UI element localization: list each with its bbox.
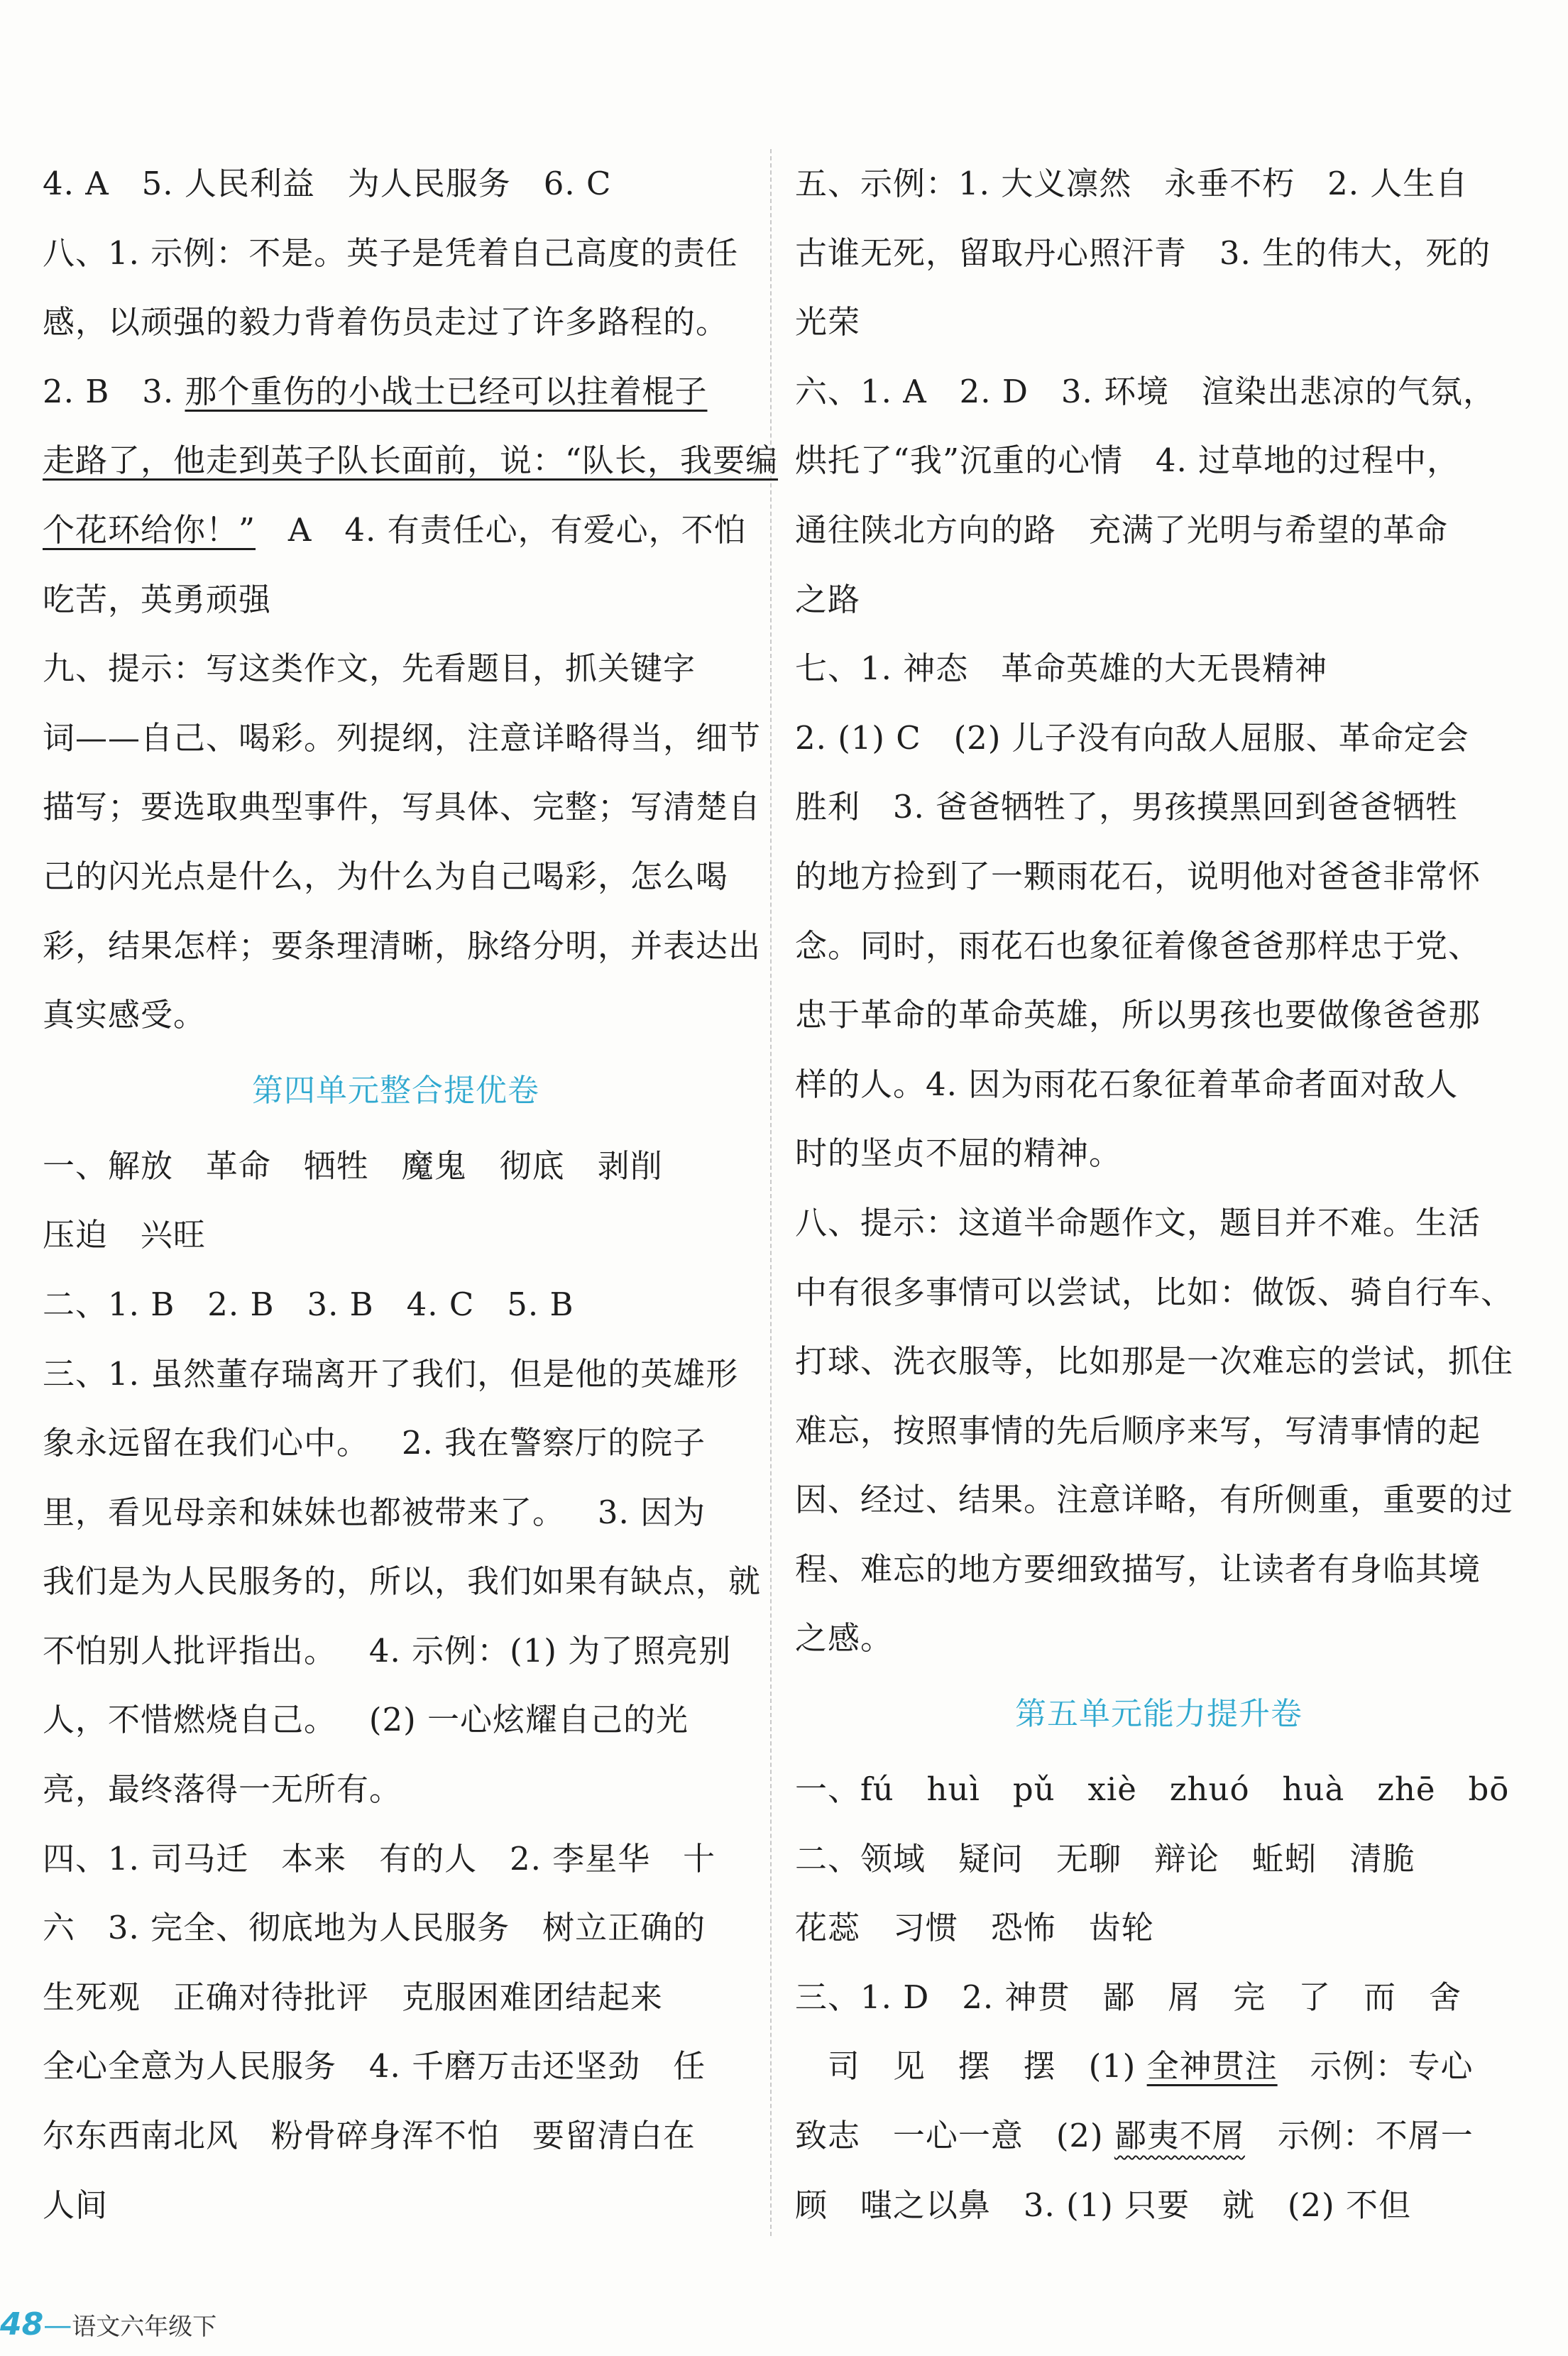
text-line: 七、1. 神态 革命英雄的大无畏精神 bbox=[795, 650, 1328, 688]
text-line: 二、领域 疑问 无聊 辩论 蚯蚓 清脆 bbox=[795, 1839, 1415, 1878]
text-line: 胜利 3. 爸爸牺牲了，男孩摸黑回到爸爸牺牲 bbox=[795, 788, 1459, 826]
underlined-quote: 个花环给你！” bbox=[43, 510, 256, 549]
text-line: 四、1. 司马迁 本来 有的人 2. 李星华 十 bbox=[43, 1839, 716, 1878]
text-line: 己的闪光点是什么，为什么为自己喝彩，怎么喝 bbox=[43, 857, 729, 895]
text-line: 九、提示：写这类作文，先看题目，抓关键字 bbox=[43, 650, 696, 688]
text-span: 示例：专心 bbox=[1277, 2047, 1474, 2086]
text-line: 尔东西南北风 粉骨碎身浑不怕 要留清白在 bbox=[43, 2117, 696, 2155]
text-line bbox=[795, 2032, 1523, 2101]
text-line: 压迫 兴旺 bbox=[43, 1216, 206, 1254]
text-line: 感，以顽强的毅力背着伤员走过了许多路程的。 bbox=[43, 303, 729, 341]
text-span: 示例：不屑一 bbox=[1244, 2117, 1474, 2155]
text-line: 六、1. A 2. D 3. 环境 渲染出悲凉的气氛， bbox=[795, 372, 1496, 410]
text-line: 真实感受。 bbox=[43, 996, 207, 1034]
text-line: 描写；要选取典型事件，写具体、完整；写清楚自 bbox=[43, 788, 762, 826]
text-span: 2. B 3. bbox=[43, 372, 185, 410]
text-line: 4. A 5. 人民利益 为人民服务 6. C bbox=[43, 165, 612, 202]
text-line: 六 3. 完全、彻底地为人民服务 树立正确的 bbox=[43, 1909, 706, 1947]
text-line bbox=[43, 495, 749, 565]
text-line: 2. (1) C (2) 儿子没有向敌人屈服、革命定会 bbox=[795, 718, 1469, 757]
text-line: 二、1. B 2. B 3. B 4. C 5. B bbox=[43, 1285, 574, 1323]
section-title: 第五单元能力提升卷 bbox=[1015, 1696, 1303, 1733]
text-line: 亮，最终落得一无所有。 bbox=[43, 1770, 402, 1809]
text-line: 程、难忘的地方要细致描写，让读者有身临其境 bbox=[795, 1550, 1481, 1588]
text-line: 时的坚贞不屈的精神。 bbox=[795, 1134, 1122, 1173]
text-line: 顾 嗤之以鼻 3. (1) 只要 就 (2) 不但 bbox=[795, 2186, 1411, 2224]
left-column bbox=[43, 149, 779, 2240]
text-line: 花蕊 习惯 恐怖 齿轮 bbox=[795, 1909, 1154, 1947]
text-line: 念。同时，雨花石也象征着像爸爸那样忠于党、 bbox=[795, 926, 1481, 965]
text-line: 八、1. 示例：不是。英子是凭着自己高度的责任 bbox=[43, 234, 739, 272]
text-line: 光荣 bbox=[795, 303, 861, 341]
text-line: 人，不惜燃烧自己。 (2) 一心炫耀自己的光 bbox=[43, 1701, 689, 1739]
text-line: 我们是为人民服务的，所以，我们如果有缺点，就 bbox=[43, 1562, 762, 1601]
text-line: 打球、洗衣服等，比如那是一次难忘的尝试，抓住 bbox=[795, 1342, 1514, 1381]
text-span: 司 见 摆 摆 (1) bbox=[795, 2047, 1147, 2086]
text-line: 中有很多事情可以尝试，比如：做饭、骑自行车、 bbox=[795, 1273, 1514, 1311]
underlined-answer: 全神贯注 bbox=[1146, 2047, 1278, 2086]
text-line: 象永远留在我们心中。 2. 我在警察厅的院子 bbox=[43, 1424, 706, 1462]
text-line: 之感。 bbox=[795, 1619, 894, 1658]
text-line: 词——自己、喝彩。列提纲，注意详略得当，细节 bbox=[43, 718, 762, 757]
text-line: 全心全意为人民服务 4. 千磨万击还坚劲 任 bbox=[43, 2047, 706, 2086]
text-line: 不怕别人批评指出。 4. 示例：(1) 为了照亮别 bbox=[43, 1631, 732, 1670]
text-line: 里，看见母亲和妹妹也都被带来了。 3. 因为 bbox=[43, 1493, 706, 1531]
text-line bbox=[795, 2101, 1523, 2171]
text-line: 难忘，按照事情的先后顺序来写，写清事情的起 bbox=[795, 1411, 1481, 1450]
section-title: 第四单元整合提优卷 bbox=[252, 1072, 539, 1109]
text-line: 样的人。4. 因为雨花石象征着革命者面对敌人 bbox=[795, 1065, 1459, 1103]
text-line: 通往陕北方向的路 充满了光明与希望的革命 bbox=[795, 510, 1448, 549]
underlined-quote: 走路了，他走到英子队长面前，说：“队长，我要编 bbox=[43, 442, 779, 480]
page-footer bbox=[0, 2300, 216, 2350]
text-line: 彩，结果怎样；要条理清晰，脉络分明，并表达出 bbox=[43, 926, 762, 965]
text-line: 忠于革命的革命英雄，所以男孩也要做像爸爸那 bbox=[795, 996, 1481, 1034]
text-line: 烘托了“我”沉重的心情 4. 过草地的过程中， bbox=[795, 442, 1460, 480]
text-line: 吃苦，英勇顽强 bbox=[43, 580, 272, 618]
text-line: 之路 bbox=[795, 580, 861, 618]
text-line: 古谁无死，留取丹心照汗青 3. 生的伟大，死的 bbox=[795, 234, 1491, 272]
text-span: A 4. 有责任心，有爱心，不怕 bbox=[256, 510, 747, 549]
text-line: 三、1. D 2. 神贯 鄙 屑 完 了 而 舍 bbox=[795, 1978, 1462, 2016]
text-line: 生死观 正确对待批评 克服困难团结起来 bbox=[43, 1978, 663, 2016]
text-span: 致志 一心一意 (2) bbox=[795, 2117, 1114, 2155]
wavy-underlined-answer: 鄙夷不屑 bbox=[1114, 2117, 1245, 2155]
text-line: 的地方捡到了一颗雨花石，说明他对爸爸非常怀 bbox=[795, 857, 1481, 895]
footer-dash: — bbox=[43, 2309, 72, 2342]
underlined-quote: 那个重伤的小战士已经可以拄着棍子 bbox=[185, 372, 708, 410]
text-line: 人间 bbox=[43, 2186, 109, 2224]
text-line: 五、示例：1. 大义凛然 永垂不朽 2. 人生自 bbox=[795, 165, 1469, 202]
page-number: 48 bbox=[0, 2306, 44, 2343]
text-line bbox=[43, 357, 749, 427]
text-line bbox=[43, 426, 779, 495]
footer-subject-label: 语文六年级下 bbox=[72, 2313, 217, 2341]
text-line: 一、解放 革命 牺牲 魔鬼 彻底 剥削 bbox=[43, 1146, 663, 1185]
text-line: 三、1. 虽然董存瑞离开了我们，但是他的英雄形 bbox=[43, 1354, 739, 1393]
text-line: 一、fú huì pǔ xiè zhuó huà zhē bō bbox=[795, 1770, 1510, 1809]
text-line: 八、提示：这道半命题作文，题目并不难。生活 bbox=[795, 1203, 1481, 1242]
right-column bbox=[795, 149, 1523, 2240]
text-line: 因、经过、结果。注意详略，有所侧重，重要的过 bbox=[795, 1481, 1514, 1519]
